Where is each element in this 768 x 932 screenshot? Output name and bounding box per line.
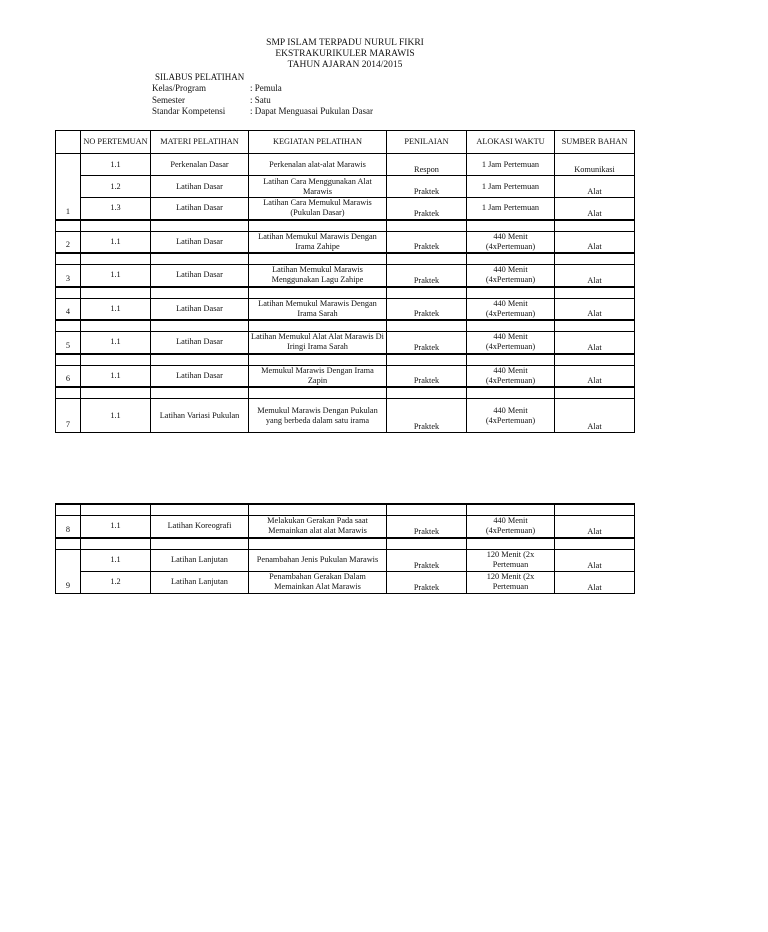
kegiatan-cell: Latihan Memukul Marawis Dengan Irama Sarah [249, 298, 387, 320]
alokasi-cell: 440 Menit (4xPertemuan) [467, 332, 555, 354]
syllabus-table-page2 [55, 503, 635, 594]
sub-number: 1.3 [81, 198, 151, 220]
sumber-cell: Alat [555, 298, 635, 320]
penilaian-cell: Praktek [387, 198, 467, 220]
sumber-cell: Alat [555, 176, 635, 198]
kegiatan-cell: Latihan Cara Menggunakan Alat Marawis [249, 176, 387, 198]
sumber-cell: Alat [555, 198, 635, 220]
syllabus-title: SILABUS PELATIHAN [155, 72, 245, 82]
empty-cell [555, 354, 635, 366]
empty-cell [151, 387, 249, 399]
penilaian-cell: Praktek [387, 176, 467, 198]
empty-cell [56, 320, 81, 332]
kegiatan-cell: Memukul Marawis Dengan Irama Zapin [249, 365, 387, 387]
empty-cell [151, 504, 249, 516]
empty-cell [81, 387, 151, 399]
empty-cell [81, 354, 151, 366]
alokasi-cell: 440 Menit (4xPertemuan) [467, 231, 555, 253]
header-materi: MATERI PELATIHAN [151, 131, 249, 154]
penilaian-cell: Praktek [387, 231, 467, 253]
separator-row [56, 253, 635, 265]
empty-cell [151, 538, 249, 550]
table-row [56, 154, 635, 176]
empty-cell [387, 220, 467, 232]
table-row [56, 399, 635, 433]
meeting-number: 1 [56, 154, 81, 220]
sumber-cell: Alat [555, 516, 635, 538]
empty-cell [249, 538, 387, 550]
empty-cell [467, 253, 555, 265]
empty-cell [151, 354, 249, 366]
info-value-class: : Pemula [250, 83, 282, 93]
sub-number: 1.1 [81, 231, 151, 253]
sumber-cell: Alat [555, 399, 635, 433]
empty-cell [151, 253, 249, 265]
kegiatan-cell: Latihan Memukul Marawis Dengan Irama Zahipe [249, 231, 387, 253]
table-row [56, 571, 635, 593]
header-sumber: SUMBER BAHAN [555, 131, 635, 154]
meeting-number: 7 [56, 399, 81, 433]
kegiatan-cell: Penambahan Jenis Pukulan Marawis [249, 549, 387, 571]
empty-cell [56, 287, 81, 299]
separator-row [56, 287, 635, 299]
empty-cell [81, 220, 151, 232]
empty-cell [467, 538, 555, 550]
empty-cell [56, 220, 81, 232]
sub-number: 1.2 [81, 176, 151, 198]
sub-number: 1.1 [81, 365, 151, 387]
table-row [56, 516, 635, 538]
header-no-pertemuan: NO PERTEMUAN [81, 131, 151, 154]
header-alokasi: ALOKASI WAKTU [467, 131, 555, 154]
empty-cell [56, 354, 81, 366]
table-row [56, 176, 635, 198]
empty-cell [467, 387, 555, 399]
empty-cell [387, 538, 467, 550]
empty-cell [555, 253, 635, 265]
materi-cell: Latihan Lanjutan [151, 549, 249, 571]
empty-cell [555, 287, 635, 299]
kegiatan-cell: Latihan Memukul Alat Alat Marawis Di Iringi Irama Sarah [249, 332, 387, 354]
sumber-cell: Alat [555, 549, 635, 571]
penilaian-cell: Respon [387, 154, 467, 176]
materi-cell: Latihan Dasar [151, 231, 249, 253]
materi-cell: Perkenalan Dasar [151, 154, 249, 176]
table-header-row [56, 131, 635, 154]
sumber-cell: Alat [555, 571, 635, 593]
materi-cell: Latihan Koreografi [151, 516, 249, 538]
materi-cell: Latihan Variasi Pukulan [151, 399, 249, 433]
separator-row [56, 538, 635, 550]
penilaian-cell: Praktek [387, 549, 467, 571]
alokasi-cell: 440 Menit (4xPertemuan) [467, 298, 555, 320]
meeting-number: 8 [56, 516, 81, 538]
table-row [56, 549, 635, 571]
empty-cell [387, 504, 467, 516]
empty-cell [56, 538, 81, 550]
empty-cell [249, 220, 387, 232]
kegiatan-cell: Penambahan Gerakan Dalam Memainkan Alat Marawis [249, 571, 387, 593]
alokasi-cell: 120 Menit (2x Pertemuan [467, 549, 555, 571]
school-name: SMP ISLAM TERPADU NURUL FIKRI [266, 38, 424, 48]
empty-cell [555, 387, 635, 399]
kegiatan-cell: Latihan Cara Memukul Marawis (Pukulan Dasar) [249, 198, 387, 220]
empty-cell [467, 220, 555, 232]
kegiatan-cell: Memukul Marawis Dengan Pukulan yang berbeda dalam satu irama [249, 399, 387, 433]
alokasi-cell: 1 Jam Pertemuan [467, 154, 555, 176]
materi-cell: Latihan Dasar [151, 332, 249, 354]
meeting-number: 4 [56, 298, 81, 320]
header-kegiatan: KEGIATAN PELATIHAN [249, 131, 387, 154]
sumber-cell: Komunikasi [555, 154, 635, 176]
empty-cell [81, 538, 151, 550]
empty-cell [56, 504, 81, 516]
alokasi-cell: 440 Menit (4xPertemuan) [467, 265, 555, 287]
meeting-number: 9 [56, 549, 81, 593]
empty-cell [249, 354, 387, 366]
kegiatan-cell: Perkenalan alat-alat Marawis [249, 154, 387, 176]
empty-cell [249, 387, 387, 399]
table-row [56, 365, 635, 387]
materi-cell: Latihan Dasar [151, 198, 249, 220]
empty-cell [151, 287, 249, 299]
alokasi-cell: 440 Menit (4xPertemuan) [467, 399, 555, 433]
info-value-semester: : Satu [250, 95, 271, 105]
sumber-cell: Alat [555, 265, 635, 287]
penilaian-cell: Praktek [387, 399, 467, 433]
empty-cell [81, 504, 151, 516]
materi-cell: Latihan Dasar [151, 265, 249, 287]
sub-number: 1.2 [81, 571, 151, 593]
header-penilaian: PENILAIAN [387, 131, 467, 154]
empty-cell [249, 253, 387, 265]
penilaian-cell: Praktek [387, 365, 467, 387]
meeting-number: 3 [56, 265, 81, 287]
empty-cell [387, 253, 467, 265]
empty-cell [555, 504, 635, 516]
empty-cell [81, 253, 151, 265]
separator-row [56, 320, 635, 332]
academic-year: TAHUN AJARAN 2014/2015 [287, 60, 403, 70]
sumber-cell: Alat [555, 332, 635, 354]
empty-cell [467, 504, 555, 516]
alokasi-cell: 440 Menit (4xPertemuan) [467, 516, 555, 538]
separator-row [56, 504, 635, 516]
penilaian-cell: Praktek [387, 265, 467, 287]
penilaian-cell: Praktek [387, 298, 467, 320]
alokasi-cell: 1 Jam Pertemuan [467, 198, 555, 220]
empty-cell [249, 504, 387, 516]
header-index-cell [56, 131, 81, 154]
info-value-competency: : Dapat Menguasai Pukulan Dasar [250, 106, 373, 116]
empty-cell [249, 287, 387, 299]
sumber-cell: Alat [555, 365, 635, 387]
empty-cell [387, 320, 467, 332]
table-row [56, 332, 635, 354]
empty-cell [56, 253, 81, 265]
penilaian-cell: Praktek [387, 571, 467, 593]
meeting-number: 2 [56, 231, 81, 253]
separator-row [56, 220, 635, 232]
meeting-number: 5 [56, 332, 81, 354]
kegiatan-cell: Melakukan Gerakan Pada saat Memainkan alat alat Marawis [249, 516, 387, 538]
materi-cell: Latihan Dasar [151, 176, 249, 198]
sumber-cell: Alat [555, 231, 635, 253]
empty-cell [387, 354, 467, 366]
sub-number: 1.1 [81, 516, 151, 538]
table-row [56, 198, 635, 220]
empty-cell [81, 320, 151, 332]
sub-number: 1.1 [81, 298, 151, 320]
info-label-semester: Semester [152, 95, 185, 105]
syllabus-table-page1 [55, 130, 635, 433]
empty-cell [249, 320, 387, 332]
empty-cell [151, 220, 249, 232]
table-row [56, 231, 635, 253]
empty-cell [555, 320, 635, 332]
sub-number: 1.1 [81, 399, 151, 433]
alokasi-cell: 1 Jam Pertemuan [467, 176, 555, 198]
info-label-competency: Standar Kompetensi [152, 106, 226, 116]
program-name: EKSTRAKURIKULER MARAWIS [275, 49, 415, 59]
sub-number: 1.1 [81, 332, 151, 354]
penilaian-cell: Praktek [387, 516, 467, 538]
separator-row [56, 354, 635, 366]
materi-cell: Latihan Dasar [151, 365, 249, 387]
meeting-number: 6 [56, 365, 81, 387]
materi-cell: Latihan Lanjutan [151, 571, 249, 593]
kegiatan-cell: Latihan Memukul Marawis Menggunakan Lagu Zahipe [249, 265, 387, 287]
sub-number: 1.1 [81, 549, 151, 571]
empty-cell [56, 387, 81, 399]
empty-cell [81, 287, 151, 299]
empty-cell [555, 538, 635, 550]
table-row [56, 265, 635, 287]
sub-number: 1.1 [81, 154, 151, 176]
alokasi-cell: 120 Menit (2x Pertemuan [467, 571, 555, 593]
empty-cell [555, 220, 635, 232]
materi-cell: Latihan Dasar [151, 298, 249, 320]
separator-row [56, 387, 635, 399]
table-row [56, 298, 635, 320]
empty-cell [467, 287, 555, 299]
alokasi-cell: 440 Menit (4xPertemuan) [467, 365, 555, 387]
empty-cell [387, 387, 467, 399]
sub-number: 1.1 [81, 265, 151, 287]
penilaian-cell: Praktek [387, 332, 467, 354]
empty-cell [467, 320, 555, 332]
empty-cell [467, 354, 555, 366]
info-label-class: Kelas/Program [152, 83, 206, 93]
empty-cell [387, 287, 467, 299]
empty-cell [151, 320, 249, 332]
